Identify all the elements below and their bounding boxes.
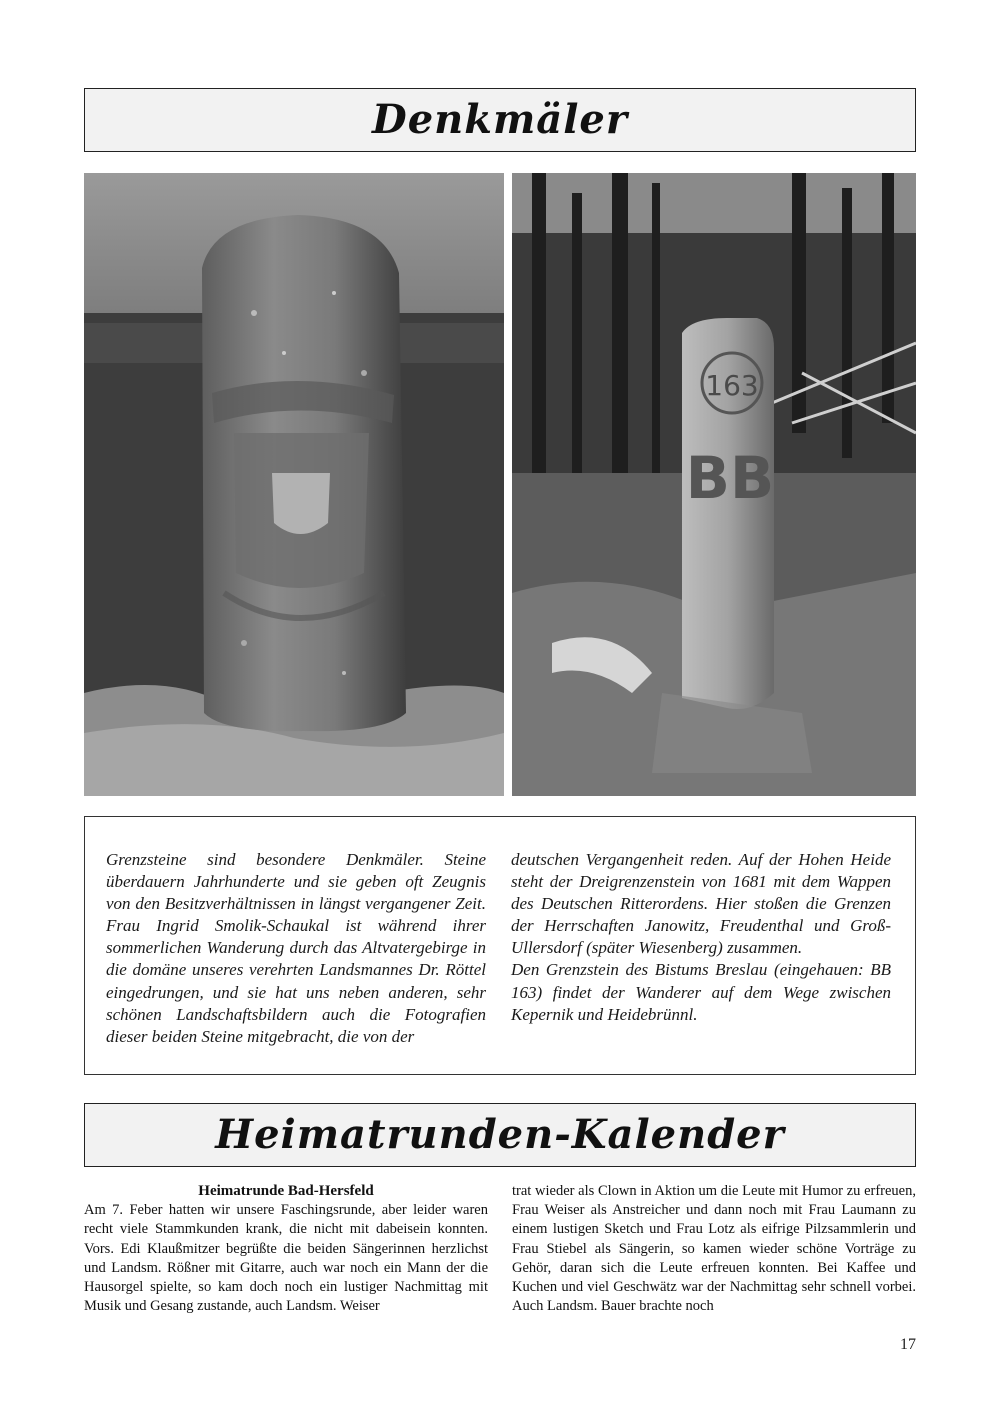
section-title: Heimatrunden-Kalender: [215, 1111, 785, 1158]
section-title: Denkmäler: [372, 96, 628, 143]
photo-boundary-stone-bb-163: [512, 173, 916, 796]
section-header-denkmaeler: [84, 88, 916, 152]
article-heading: Heimatrunde Bad-Hersfeld: [198, 1183, 374, 1199]
section-header-heimatrunden-kalender: [84, 1103, 916, 1167]
caption-text: Grenzsteine sind besondere Denkmäler. Steine überdauern Jahrhunderte und sie geben oft Zeugnis von den Besitzverhältnissen in längst vergangener Zeit. Frau Ingrid Smolik-Schaukal ist während ihrer sommerlichen Wanderung durch das Altvatergebirge in die domäne unseres verehrten Landsmannes Dr. Röttel eingedrungen, und sie hat uns neben anderen, sehr schönen Landschaftsbildern auch die Fotografien dieser beiden Steine mitgebracht, die von der: [106, 850, 486, 1046]
stone-letters: BB: [685, 444, 775, 512]
caption-column-right: [511, 849, 891, 1026]
caption-column-left: [106, 849, 486, 1048]
article-text: Am 7. Feber hatten wir unsere Faschingsrunde, aber leider waren recht viele Stammkunden krank, die nicht mit dabeisein konnten. Vors. Edi Klaußmitzer begrüßte die beiden Sängerinnen herzlichst und Landsm. Rößner mit Gitarre, auch war noch ein Mann der die Hausorgel spielte, so kam doch noch ein lustiger Nachmittag mit Musik und Gesang zustande, auch Landsm. Weiser: [84, 1202, 488, 1315]
photo-image: [84, 173, 504, 796]
photo-boundary-stone-coat-of-arms: [84, 173, 504, 796]
photo-caption-box: [84, 816, 916, 1075]
article-column-right: [512, 1182, 916, 1316]
caption-text: Den Grenzstein des Bistums Breslau (eingehauen: BB 163) findet der Wanderer auf dem Wege zwischen Kepernik und Heidebrünnl.: [511, 960, 891, 1024]
stone-number: 163: [705, 369, 759, 402]
article-text: trat wieder als Clown in Aktion um die Leute mit Humor zu erfreuen, Frau Weiser als Anstreicher und dann noch mit Frau Laumann zu einem lustigen Sketch und Frau Lotz als eifrige Pilzsammlerin und Frau Stiebel als Sängerin, so kamen wieder schöne Vorträge zu Gehör, daran sich die Leute erfreuen konnten. Bei Kaffee und Kuchen und viel Geschwätz war der Nachmittag sehr schnell vorbei. Auch Landsm. Bauer brachte noch: [512, 1183, 916, 1315]
photo-image: [512, 173, 916, 796]
caption-text: deutschen Vergangenheit reden. Auf der Hohen Heide steht der Dreigrenzenstein von 1681 mit dem Wappen des Deutschen Ritterordens. Hier stoßen die Grenzen der Herrschaften Janowitz, Freudenthal und Groß-Ullersdorf (später Wiesenberg) zusammen.: [511, 850, 891, 958]
page-number: 17: [900, 1336, 916, 1353]
article-column-left: [84, 1182, 488, 1316]
